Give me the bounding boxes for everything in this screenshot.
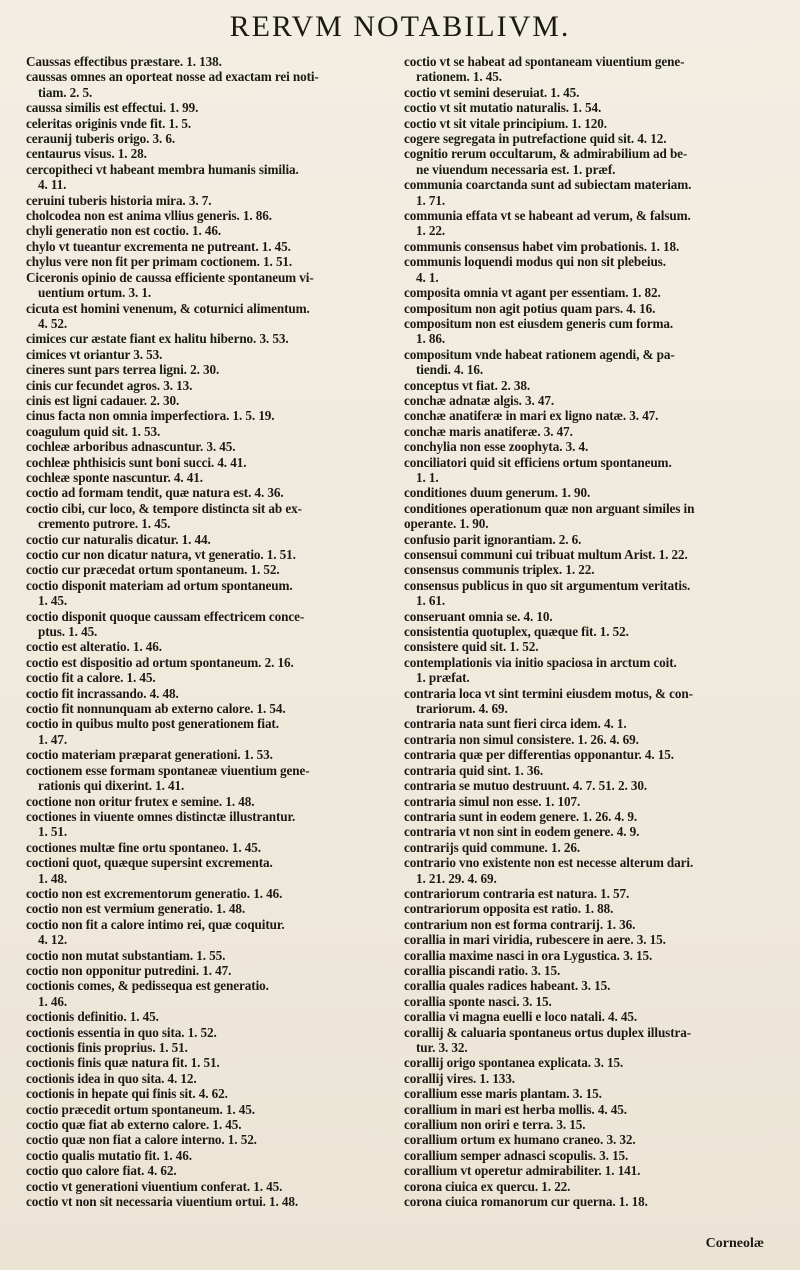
index-entry: corallia sponte nasci. 3. 15. [404,993,552,1009]
index-entry: 1. 61. [416,593,446,609]
index-entry: cercopitheci vt habeant membra humanis similia. [26,161,299,177]
index-entry: coctio disponit materiam ad ortum spontaneum. [26,577,293,593]
index-entry: 1. 48. [38,870,68,886]
index-entry: cogere segregata in putrefactione quid sit. 4. 12. [404,131,667,147]
index-entry: 1. 46. [38,993,68,1009]
index-entry: contraria simul non esse. 1. 107. [404,793,581,809]
index-entry: ceraunij tuberis origo. 3. 6. [26,131,176,147]
index-entry: cinis cur fecundet agros. 3. 13. [26,377,193,393]
index-entry: coctio vt sit mutatio naturalis. 1. 54. [404,100,602,116]
index-entry: corallium in mari est herba mollis. 4. 45. [404,1101,627,1117]
index-entry: cremento putrore. 1. 45. [38,516,171,532]
index-entry: coctio cur præcedat ortum spontaneum. 1. 52. [26,562,280,578]
index-entry: conchæ anatiferæ in mari ex ligno natæ. 3. 47. [404,408,659,424]
index-entry: coctio vt non sit necessaria viuentium ortui. 1. 48. [26,1194,299,1210]
index-entry: coctio est alteratio. 1. 46. [26,639,162,655]
index-entry: 4. 52. [38,315,68,331]
index-entry: coctio in quibus multo post generationem fiat. [26,716,279,732]
index-entry: tur. 3. 32. [416,1040,468,1055]
index-entry: cimices vt oriantur 3. 53. [26,346,163,362]
index-entry: trariorum. 4. 69. [416,701,508,717]
index-entry: celeritas originis vnde fit. 1. 5. [26,115,192,131]
index-entry: conseruant omnia se. 4. 10. [404,608,553,624]
index-entry: ne viuendum necessaria est. 1. præf. [416,161,616,177]
index-entry: corallij vires. 1. 133. [404,1070,515,1086]
index-entry: consistentia quotuplex, quæque fit. 1. 52. [404,624,629,640]
index-entry: contrarijs quid commune. 1. 26. [404,839,581,855]
index-entry: coctiones multæ fine ortu spontaneo. 1. 45. [26,839,261,855]
index-entry: contrario vno existente non est necesse alterum dari. [404,855,694,871]
index-entry: coctio cur naturalis dicatur. 1. 44. [26,531,211,547]
index-entry: 1. præfat. [416,670,470,686]
index-entry: communis loquendi modus qui non sit plebeius. [404,254,666,270]
index-entry: communia effata vt se habeant ad verum, & falsum. [404,208,691,224]
index-entry: cicuta est homini venenum, & coturnici alimentum. [26,300,310,316]
index-entry: chyli generatio non est coctio. 1. 46. [26,223,222,239]
index-entry: coctio vt se habeat ad spontaneam viuentium gene- [404,54,685,69]
index-entry: conchæ adnatæ algis. 3. 47. [404,392,555,408]
index-entry: cineres sunt pars terrea ligni. 2. 30. [26,362,220,378]
index-entry: ptus. 1. 45. [38,624,98,640]
index-entry: coctionis comes, & pedissequa est generatio. [26,978,269,994]
index-entry: coctio non opponitur putredini. 1. 47. [26,962,232,978]
page-header: RERVM NOTABILIVM. [229,10,571,43]
index-entry: corallium non oriri e terra. 3. 15. [404,1117,586,1133]
index-entry: corallium ortum ex humano craneo. 3. 32. [404,1132,636,1148]
index-entry: communis consensus habet vim probationis. 1. 18. [404,238,680,254]
index-entry: cochleæ phthisicis sunt boni succi. 4. 41. [26,454,247,470]
index-entry: 1. 22. [416,223,446,239]
index-entry: coctioni quot, quæque supersint excrementa. [26,855,273,871]
index-entry: coctio fit incrassando. 4. 48. [26,685,179,701]
index-entry: coctionis definitio. 1. 45. [26,1009,159,1025]
index-entry: 1. 71. [416,192,446,208]
index-entry: contraria vt non sint in eodem genere. 4. 9. [404,824,640,840]
index-entry: corallia vi magna euelli e loco natali. 4. 45. [404,1009,638,1025]
index-entry: coctionis essentia in quo sita. 1. 52. [26,1024,217,1040]
index-entry: coagulum quid sit. 1. 53. [26,423,161,439]
index-entry: coctio disponit quoque caussam effectricem conce- [26,608,305,624]
index-entry: coctio qualis mutatio fit. 1. 46. [26,1147,192,1163]
index-entry: coctio fit a calore. 1. 45. [26,670,156,686]
index-column-right [404,54,774,1209]
index-entry: communia coarctanda sunt ad subiectam materiam. [404,177,692,193]
index-entry: cochleæ sponte nascuntur. 4. 41. [26,469,203,485]
index-entry: corallij origo spontanea explicata. 3. 15. [404,1055,624,1071]
index-entry: coctio cibi, cur loco, & tempore distincta sit ab ex- [26,500,302,516]
index-entry: coctio præcedit ortum spontaneum. 1. 45. [26,1101,255,1117]
index-entry: corallia in mari viridia, rubescere in aere. 3. 15. [404,932,666,948]
index-entry: conditiones operationum quæ non arguant similes in [404,500,695,516]
index-entry: contemplationis via initio spaciosa in arctum coit. [404,654,677,670]
index-entry: coctio quæ non fiat a calore interno. 1. 52. [26,1132,257,1148]
index-entry: operante. 1. 90. [404,516,489,532]
index-entry: consistere quid sit. 1. 52. [404,639,539,655]
index-entry: coctio vt semini deseruiat. 1. 45. [404,84,580,100]
index-entry: contraria quid sint. 1. 36. [404,762,544,778]
index-entry: coctio non fit a calore intimo rei, quæ coquitur. [26,916,285,932]
index-entry: cinus facta non omnia imperfectiora. 1. 5. 19. [26,408,275,424]
index-entry: cimices cur æstate fiant ex halitu hiberno. 3. 53. [26,331,289,347]
index-entry: 1. 51. [38,824,68,840]
index-entry: rationem. 1. 45. [416,69,502,85]
index-entry: coctionis in hepate qui finis sit. 4. 62. [26,1086,228,1102]
index-entry: Caussas effectibus præstare. 1. 138. [26,54,222,69]
index-entry: consensui communi cui tribuat multum Arist. 1. 22. [404,547,688,562]
index-entry: conchylia non esse zoophyta. 3. 4. [404,439,589,455]
index-entry: contraria nata sunt fieri circa idem. 4. 1. [404,716,627,732]
index-entry: rationis qui dixerint. 1. 41. [38,778,185,794]
index-entry: contrariorum contraria est natura. 1. 57. [404,885,630,901]
index-entry: corallia piscandi ratio. 3. 15. [404,962,561,978]
index-entry: corona ciuica ex quercu. 1. 22. [404,1178,571,1194]
index-entry: 1. 21. 29. 4. 69. [416,870,497,886]
index-entry: conchæ maris anatiferæ. 3. 47. [404,423,573,439]
index-entry: 1. 45. [38,593,68,609]
index-column-left [26,54,396,1209]
index-entry: corallij & caluaria spontaneus ortus duplex illustra- [404,1024,692,1040]
index-entry: consensus publicus in quo sit argumentum veritatis. [404,577,691,593]
index-entry: coctio vt sit vitale principium. 1. 120. [404,115,607,131]
index-entry: corallium esse maris plantam. 3. 15. [404,1086,602,1102]
index-entry: coctio ad formam tendit, quæ natura est. 4. 36. [26,485,284,501]
index-entry: coctio fit nonnunquam ab externo calore. 1. 54. [26,701,286,717]
index-entry: conditiones duum generum. 1. 90. [404,485,591,501]
index-entry: conceptus vt fiat. 2. 38. [404,377,531,393]
index-entry: contrarium non est forma contrarij. 1. 36. [404,916,636,932]
catchword: Corneolæ [705,1236,764,1251]
index-entry: coctio quo calore fiat. 4. 62. [26,1163,177,1179]
index-entry: coctio non mutat substantiam. 1. 55. [26,947,226,963]
index-entry: ceruini tuberis historia mira. 3. 7. [26,192,212,208]
index-entry: coctio vt generationi viuentium conferat. 1. 45. [26,1178,283,1194]
index-entry: compositum vnde habeat rationem agendi, & pa- [404,346,675,362]
index-entry: tiam. 2. 5. [38,84,93,100]
index-entry: corona ciuica romanorum cur querna. 1. 18. [404,1194,648,1210]
index-entry: contraria quæ per differentias opponantur. 4. 15. [404,747,674,763]
index-entry: coctione non oritur frutex e semine. 1. 48. [26,793,255,809]
index-entry: composita omnia vt agant per essentiam. 1. 82. [404,285,661,301]
index-entry: cinis est ligni cadauer. 2. 30. [26,392,180,408]
index-entry: 4. 12. [38,932,68,948]
index-entry: coctionis finis proprius. 1. 51. [26,1040,188,1055]
index-entry: corallium semper adnasci scopulis. 3. 15. [404,1147,629,1163]
index-entry: coctionis finis quæ natura fit. 1. 51. [26,1055,220,1071]
index-entry: centaurus visus. 1. 28. [26,146,147,162]
index-entry: tiendi. 4. 16. [416,362,484,378]
index-entry: contrariorum opposita est ratio. 1. 88. [404,901,614,917]
index-entry: coctionis idea in quo sita. 4. 12. [26,1070,197,1086]
index-entry: contraria se mutuo destruunt. 4. 7. 51. 2. 30. [404,778,648,794]
index-entry: coctiones in viuente omnes distinctæ illustrantur. [26,808,296,824]
index-entry: 1. 1. [416,469,439,485]
index-entry: coctionem esse formam spontaneæ viuentium gene- [26,762,310,778]
index-entry: conciliatori quid sit efficiens ortum spontaneum. [404,454,672,470]
index-entry: cholcodea non est anima vllius generis. 1. 86. [26,208,272,224]
index-entry: 1. 86. [416,331,446,347]
index-entry: chylo vt tueantur excrementa ne putreant. 1. 45. [26,238,291,254]
index-entry: Ciceronis opinio de caussa efficiente spontaneum vi- [26,269,314,285]
index-entry: chylus vere non fit per primam coctionem. 1. 51. [26,254,293,270]
index-entry: contraria sunt in eodem genere. 1. 26. 4. 9. [404,808,638,824]
index-entry: caussa similis est effectui. 1. 99. [26,100,199,116]
index-entry: 4. 11. [38,177,67,193]
index-entry: corallia quales radices habeant. 3. 15. [404,978,611,994]
index-entry: compositum non agit potius quam pars. 4. 16. [404,300,656,316]
index-entry: cochleæ arboribus adnascuntur. 3. 45. [26,439,236,455]
index-entry: 4. 1. [416,269,439,285]
index-entry: uentium ortum. 3. 1. [38,285,152,301]
index-entry: caussas omnes an oporteat nosse ad exactam rei noti- [26,69,319,85]
index-entry: coctio cur non dicatur natura, vt generatio. 1. 51. [26,547,296,562]
index-entry: coctio est dispositio ad ortum spontaneum. 2. 16. [26,654,294,670]
index-entry: contraria loca vt sint termini eiusdem motus, & con- [404,685,693,701]
index-entry: corallia maxime nasci in ora Lygustica. 3. 15. [404,947,653,963]
index-entry: contraria non simul consistere. 1. 26. 4. 69. [404,731,639,747]
index-entry: coctio materiam præparat generationi. 1. 53. [26,747,273,763]
index-entry: 1. 47. [38,731,68,747]
index-entry: coctio quæ fiat ab externo calore. 1. 45. [26,1117,242,1133]
index-entry: coctio non est vermium generatio. 1. 48. [26,901,246,917]
index-entry: coctio non est excrementorum generatio. 1. 46. [26,885,283,901]
index-entry: confusio parit ignorantiam. 2. 6. [404,531,582,547]
index-entry: consensus communis triplex. 1. 22. [404,562,595,578]
index-entry: corallium vt operetur admirabiliter. 1. 141. [404,1163,641,1179]
index-entry: compositum non est eiusdem generis cum forma. [404,315,674,331]
index-entry: cognitio rerum occultarum, & admirabilium ad be- [404,146,688,162]
